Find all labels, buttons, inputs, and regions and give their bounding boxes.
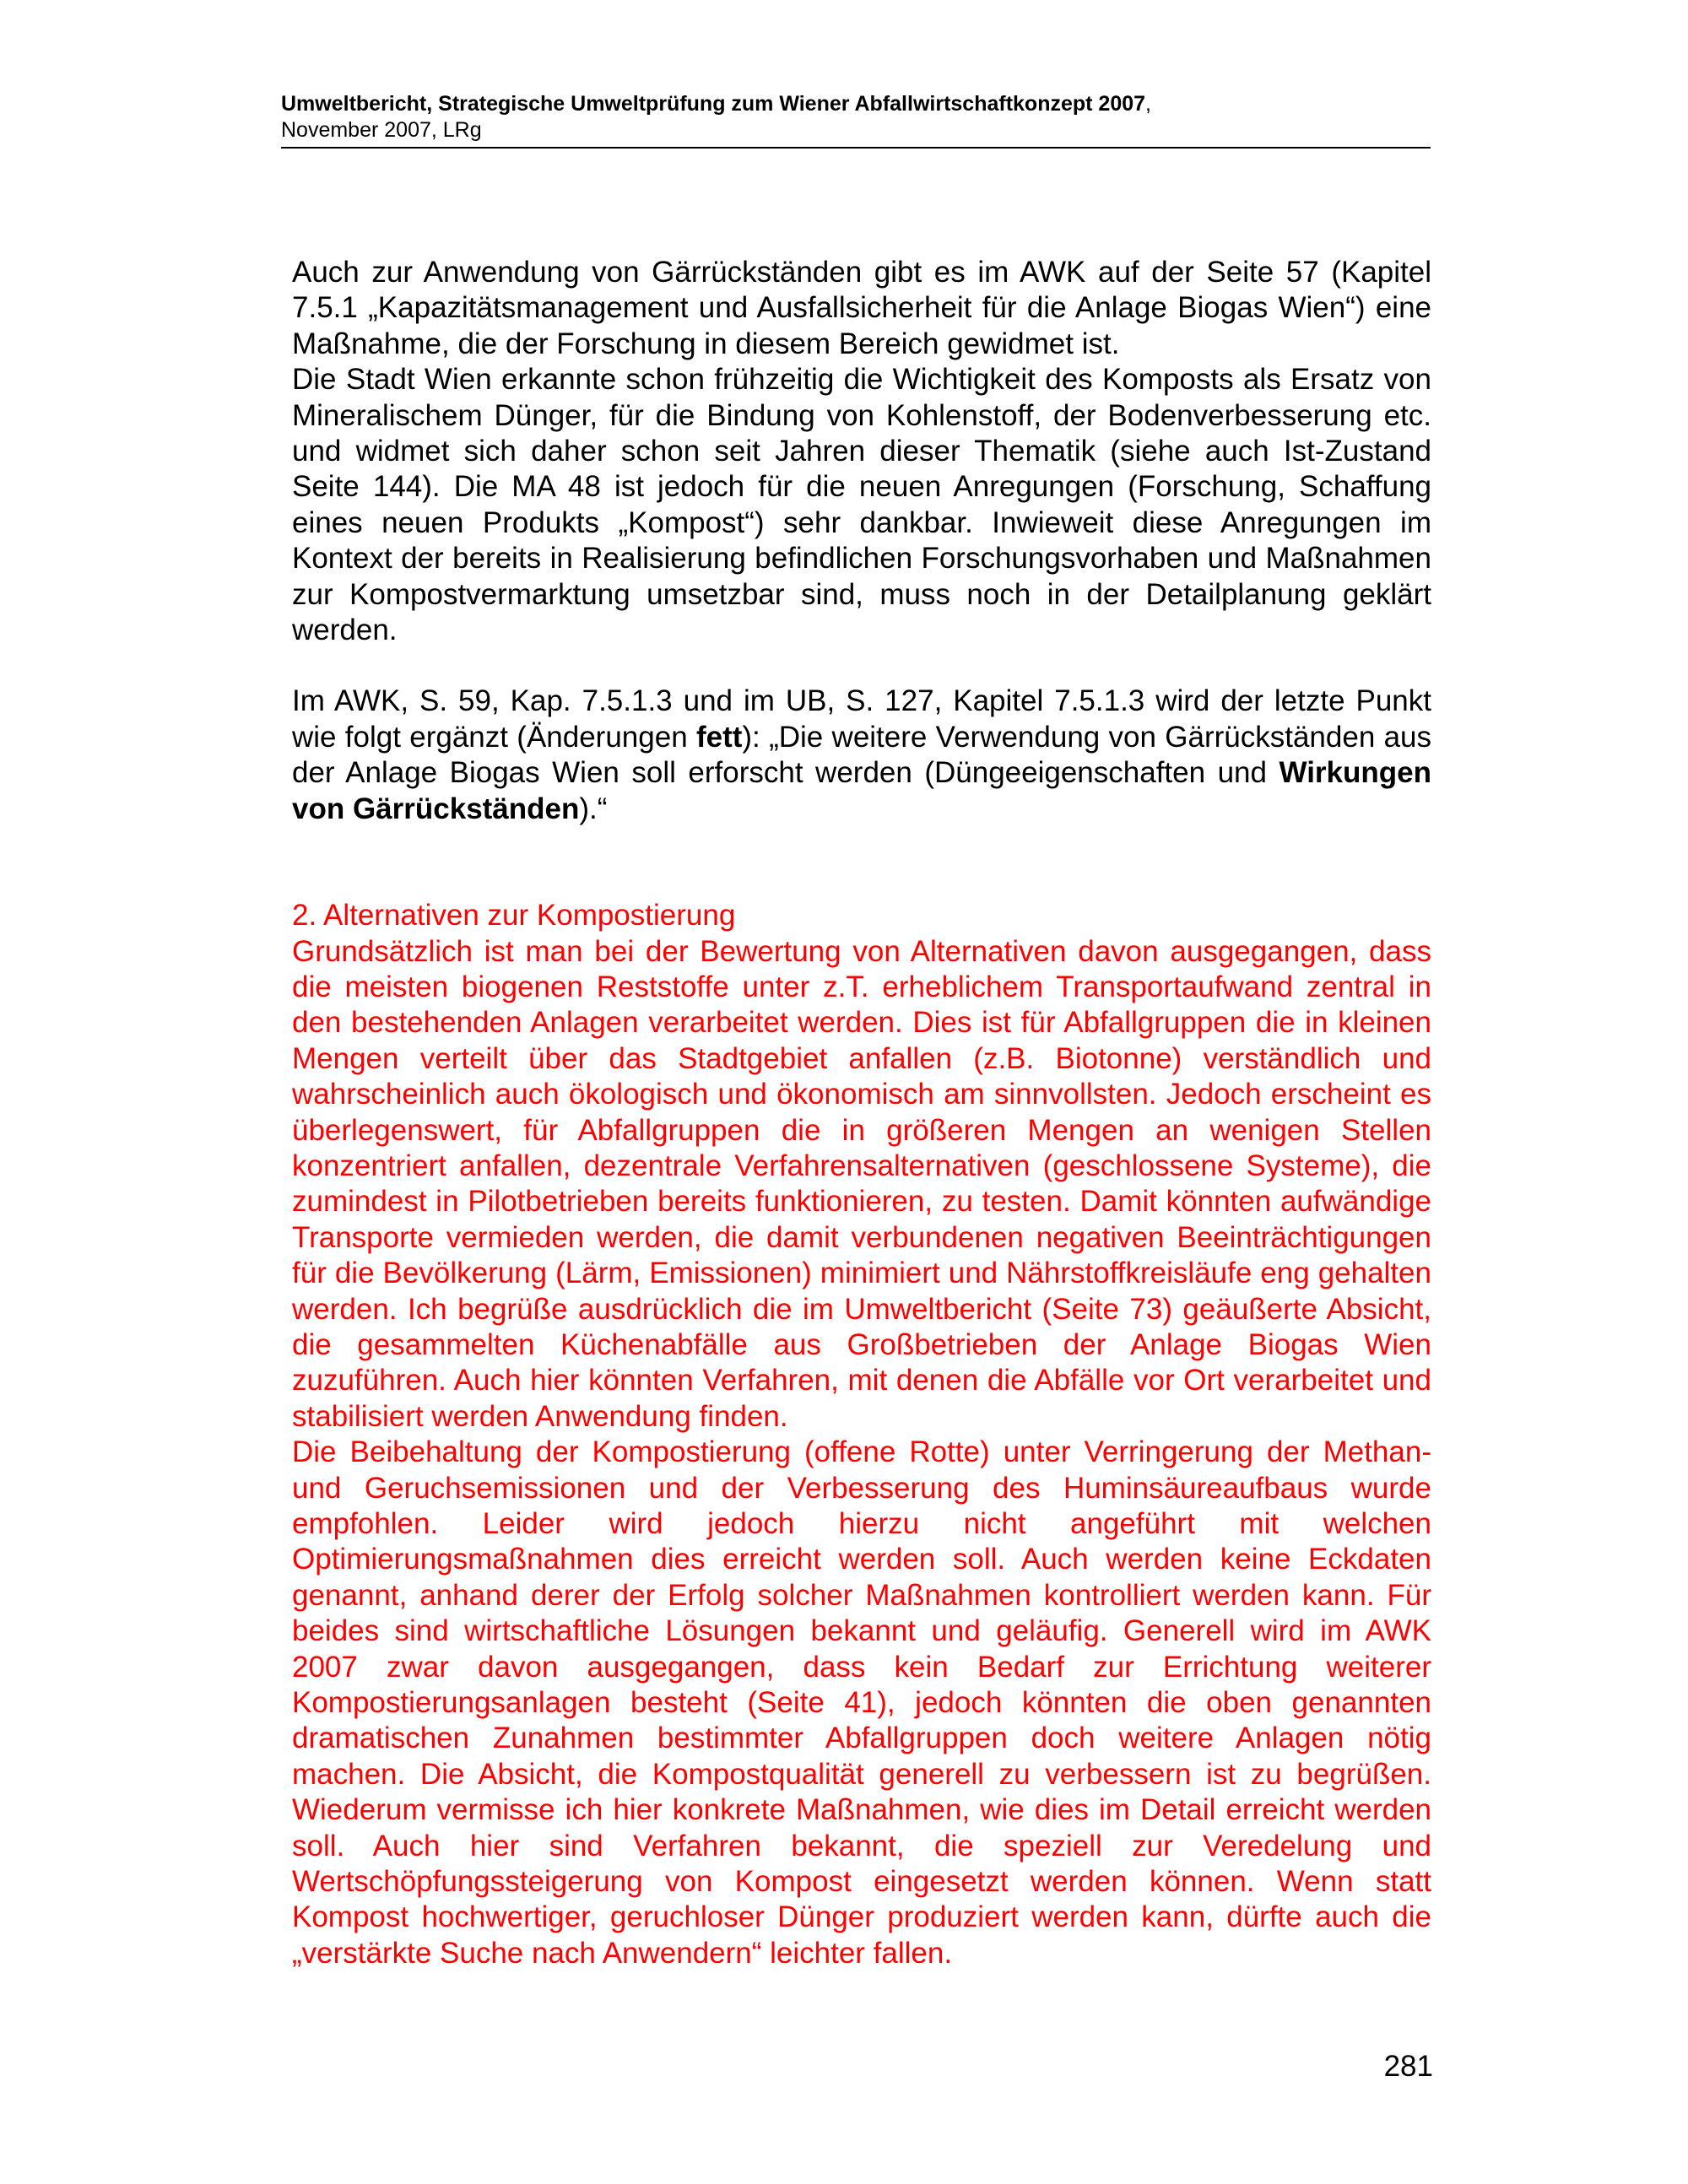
comment-section bbox=[292, 898, 1431, 1971]
section-heading: 2. Alternativen zur Kompostierung bbox=[292, 899, 736, 933]
comment-paragraph-1: Grundsätzlich ist man bei der Bewertung von Alternativen davon ausgegangen, dass die meisten biogenen Reststoffe unter z.T. erheblichem Transportaufwand zentral in den bestehenden Anlagen verarbeitet werden. Dies ist für Abfallgruppen die in kleinen Mengen verteilt über das Stadtgebiet anfallen (z.B. Biotonne) verständlich und wahrscheinlich auch ökologisch und ökonomisch am sinnvollsten. Jedoch erscheint es überlegenswert, für Abfallgruppen die in größeren Mengen an wenigen Stellen konzentriert anfallen, dezentrale Verfahrensalternativen (geschlossene Systeme), die zumindest in Pilotbetrieben bereits funktionieren, zu testen. Damit könnten aufwändige Transporte vermieden werden, die damit verbundenen negativen Beeinträchtigungen für die Bevölkerung (Lärm, Emissionen) minimiert und Nährstoffkreisläufe eng gehalten werden. Ich begrüße ausdrücklich die im Umweltbericht (Seite 73) geäußerte Absicht, die gesammelten Küchenabfälle aus Großbetrieben der Anlage Biogas Wien zuzuführen. Auch hier könnten Verfahren, mit denen die Abfälle vor Ort verarbeitet und stabilisiert werden Anwendung finden. bbox=[292, 934, 1431, 1433]
amendment-text-1: Im AWK, S. 59, Kap. 7.5.1.3 und im UB, S. 127, Kapitel 7.5.1.3 wird der letzte Punkt wie folgt ergänzt (Änderungen bbox=[292, 684, 1431, 754]
body-paragraph-2: Die Stadt Wien erkannte schon frühzeitig die Wichtigkeit des Komposts als Ersatz von Mineralischem Dünger, für die Bindung von Kohlenstoff, der Bodenverbesserung etc. und widmet sich daher schon seit Jahren dieser Thematik (siehe auch Ist-Zustand Seite 144). Die MA 48 ist jedoch für die neuen Anregungen (Forschung, Schaffung eines neuen Produkts „Kompost“) sehr dankbar. Inwieweit diese Anregungen im Kontext der bereits in Realisierung befindlichen Forschungsvorhaben und Maßnahmen zur Kompostvermarktung umsetzbar sind, muss noch in der Detailplanung geklärt werden. bbox=[292, 363, 1431, 647]
paragraph-spacer bbox=[292, 648, 1431, 684]
document-title bbox=[281, 91, 1431, 117]
amendment-bold-2: Wirkungen von Gärrückständen bbox=[292, 756, 1431, 825]
document-subtitle: November 2007, LRg bbox=[281, 118, 482, 142]
amendment-text-2: ): „Die weitere Verwendung von Gärrückständen aus der Anlage Biogas Wien soll erforscht werden (Düngeeigenschaften und bbox=[292, 720, 1432, 790]
amendment-text-3: ).“ bbox=[579, 792, 608, 825]
section-spacer bbox=[292, 827, 1431, 898]
body-paragraph-1: Auch zur Anwendung von Gärrückständen gibt es im AWK auf der Seite 57 (Kapitel 7.5.1 „Kapazitätsmanagement und Ausfallsicherheit für die Anlage Biogas Wien“) eine Maßnahme, die der Forschung in diesem Bereich gewidmet ist. bbox=[292, 256, 1431, 360]
page-header bbox=[281, 91, 1431, 149]
document-title-comma: , bbox=[1145, 92, 1151, 116]
body-paragraph-3 bbox=[292, 684, 1431, 827]
page-content bbox=[292, 255, 1431, 1971]
page-number: 281 bbox=[1383, 2050, 1433, 2083]
amendment-bold-1: fett bbox=[695, 720, 743, 754]
document-title-text: Umweltbericht, Strategische Umweltprüfung zum Wiener Abfallwirtschaftkonzept 2007 bbox=[281, 92, 1146, 116]
comment-paragraph-2: Die Beibehaltung der Kompostierung (offene Rotte) unter Verringerung der Methan- und Geruchsemissionen und der Verbesserung des Huminsäureaufbaus wurde empfohlen. Leider wird jedoch hierzu nicht angeführt mit welchen Optimierungsmaßnahmen dies erreicht werden soll. Auch werden keine Eckdaten genannt, anhand derer der Erfolg solcher Maßnahmen kontrolliert werden kann. Für beides sind wirtschaftliche Lösungen bekannt und geläufig. Generell wird im AWK 2007 zwar davon ausgegangen, dass kein Bedarf zur Errichtung weiterer Kompostierungsanlagen besteht (Seite 41), jedoch könnten die oben genannten dramatischen Zunahmen bestimmter Abfallgruppen doch weitere Anlagen nötig machen. Die Absicht, die Kompostqualität generell zu verbessern ist zu begrüßen. Wiederum vermisse ich hier konkrete Maßnahmen, wie dies im Detail erreicht werden soll. Auch hier sind Verfahren bekannt, die speziell zur Veredelung und Wertschöpfungssteigerung von Kompost eingesetzt werden können. Wenn statt Kompost hochwertiger, geruchloser Dünger produziert werden kann, dürfte auch die „verstärkte Suche nach Anwendern“ leichter fallen. bbox=[292, 1435, 1431, 1970]
